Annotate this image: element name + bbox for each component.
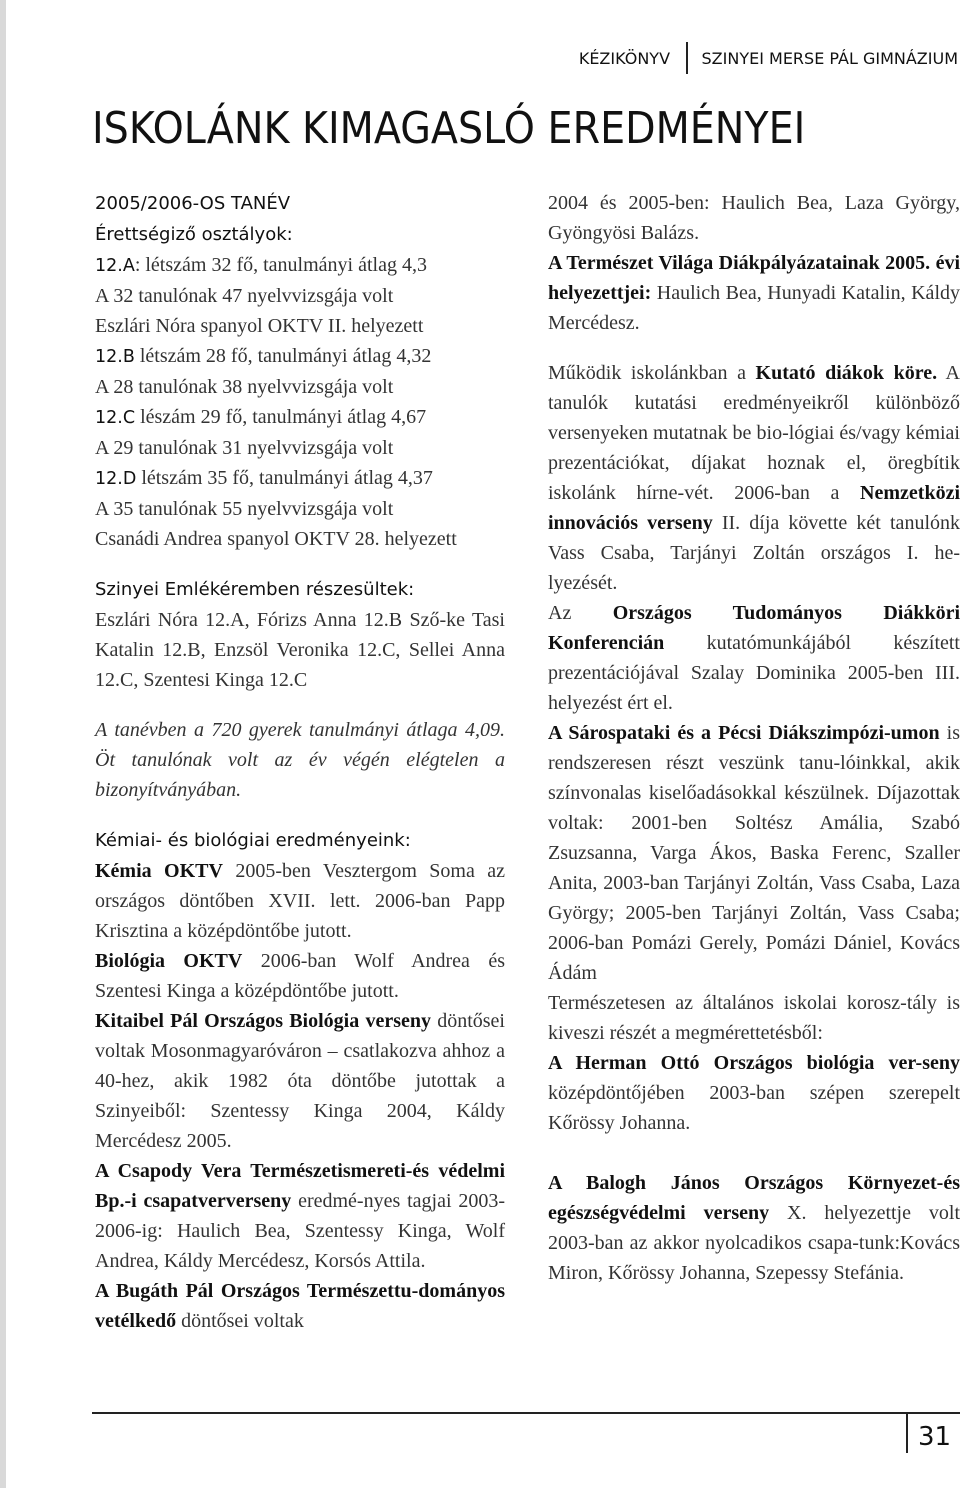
right-column bbox=[548, 188, 960, 1288]
csapody-competition: A Csapody Vera Természetismereti-és védelmi Bp.-i csapatververseny eredmé-nyes tagjai 2003-2006-ig: Haulich Bea, Szentessy Kinga, Wolf Andrea, Káldy Mercédesz, Korsós Attila. bbox=[95, 1160, 505, 1272]
page-number: 31 bbox=[918, 1422, 952, 1452]
book-label: KÉZIKÖNYV bbox=[578, 48, 671, 68]
class-12a-oktv: Eszlári Nóra spanyol OKTV II. helyezett bbox=[95, 315, 424, 337]
class-12b-exams: A 28 tanulónak 38 nyelvvizsgája volt bbox=[95, 376, 394, 398]
bugath-winners: 2004 és 2005-ben: Haulich Bea, Laza György, Gyöngyösi Balázs. bbox=[548, 192, 960, 244]
bio-oktv: Biológia OKTV 2006-ban Wolf Andrea és Szentesi Kinga a középdöntőbe jutott. bbox=[95, 950, 505, 1002]
medal-heading: Szinyei Emlékéremben részesültek: bbox=[95, 579, 415, 600]
symposium: A Sárospataki és a Pécsi Diákszimpózi-umon is rendszeresen részt veszünk tanu-lóinkkal, akik színvonalas kiselőadásokkal készülnek. Díjazottak voltak: 2001-ben Soltész Amália, Szabó Zsuzsanna, Varga Ákos, Baska Ferenc, Szaller Anita, 2003-ban Tarjányi Zoltán, Vass Csaba, Laza György; 2005-ben Tarjányi Zoltán, Vass Csaba; 2006-ban Pomázi Gerely, Pomázi Dániel, Kovács Ádám bbox=[548, 722, 960, 984]
graduating-classes-heading: Érettségiző osztályok: bbox=[95, 224, 293, 245]
class-12a-exams: A 32 tanulónak 47 nyelvvizsgája volt bbox=[95, 285, 394, 307]
school-name: SZINYEI MERSE PÁL GIMNÁZIUM bbox=[701, 48, 958, 68]
chem-oktv: Kémia OKTV 2005-ben Vesztergom Soma az országos döntőben XVII. lett. 2006-ban Papp Krisztina a középdöntőbe jutott. bbox=[95, 860, 506, 942]
class-12a: 12.A: létszám 32 fő, tanulmányi átlag 4,3 bbox=[95, 254, 427, 276]
footer-rule bbox=[92, 1412, 960, 1414]
class-12d-oktv: Csanádi Andrea spanyol OKTV 28. helyezett bbox=[95, 528, 457, 550]
medal-recipients: Eszlári Nóra 12.A, Fórizs Anna 12.B Sző-ke Tasi Katalin 12.B, Enzsöl Veronika 12.C, Sellei Anna 12.C, Szentesi Kinga 12.C bbox=[95, 609, 505, 691]
class-12d-exams: A 35 tanulónak 55 nyelvvizsgája volt bbox=[95, 498, 394, 520]
class-12d: 12.D létszám 35 fő, tanulmányi átlag 4,37 bbox=[95, 467, 433, 489]
chem-bio-heading: Kémiai- és biológiai eredményeink: bbox=[95, 830, 411, 851]
primary-school-note: Természetesen az általános iskolai korosz-tály is kiveszi részét a megmérettetésből: bbox=[548, 992, 960, 1044]
class-12b: 12.B létszám 28 fő, tanulmányi átlag 4,32 bbox=[95, 345, 432, 367]
kitaibel-competition: Kitaibel Pál Országos Biológia verseny döntősei voltak Mosonmagyaróváron – csatlakozva ahhoz a 40-hez, akik 1982 óta döntőbe jutottak a Szinyeiből: Szentessy Kinga 2004, Káldy Mercédesz 2005. bbox=[95, 1010, 505, 1152]
herman-otto-competition: A Herman Ottó Országos biológia ver-seny középdöntőjében 2003-ban szépen szerepelt Kőrössy Johanna. bbox=[548, 1052, 960, 1134]
page-number-separator bbox=[906, 1413, 908, 1453]
page-header bbox=[579, 42, 960, 74]
class-12c: 12.C lészám 29 fő, tanulmányi átlag 4,67 bbox=[95, 406, 427, 428]
page-title: ISKOLÁNK KIMAGASLÓ EREDMÉNYEI bbox=[92, 103, 806, 154]
page bbox=[6, 0, 960, 1488]
balogh-janos-competition: A Balogh János Országos Környezet-és egészségvédelmi verseny X. helyezettje volt 2003-ban az akkor nyolcadikos csapa-tunk:Kovács Miron, Kőrössy Johanna, Szepessy Stefánia. bbox=[548, 1172, 960, 1284]
left-column bbox=[95, 188, 505, 1336]
research-circle: Működik iskolánkban a Kutató diákok köre. A tanulók kutatási eredményeikről különböző versenyeken mutatnak be bio-lógiai és/vagy kémiai prezentációkat, díjakat hoznak el, öregbítik iskolánk hírne-vét. 2006-ban a Nemzetközi innovációs verseny II. díja követte két tanulónk Vass Csaba, Tarjányi Zoltán országos I. he-lyezését. bbox=[548, 362, 960, 594]
termeszet-vilaga: A Természet Világa Diákpályázatainak 2005. évi helyezettjei: Haulich Bea, Hunyadi Katalin, Káldy Mercédesz. bbox=[548, 252, 960, 334]
bugath-competition: A Bugáth Pál Országos Természettu-dományos vetélkedő döntősei voltak bbox=[95, 1280, 505, 1332]
otdk-conference: Az Országos Tudományos Diákköri Konferencián kutatómunkájából készített prezentációjával Szalay Dominika 2005-ben III. helyezést ért el. bbox=[548, 602, 960, 714]
school-year-heading: 2005/2006-OS TANÉV bbox=[95, 193, 291, 214]
yearly-average-note: A tanévben a 720 gyerek tanulmányi átlaga 4,09. Öt tanulónak volt az év végén elégtelen a bizonyítványában. bbox=[95, 719, 505, 801]
class-12c-exams: A 29 tanulónak 31 nyelvvizsgája volt bbox=[95, 437, 394, 459]
